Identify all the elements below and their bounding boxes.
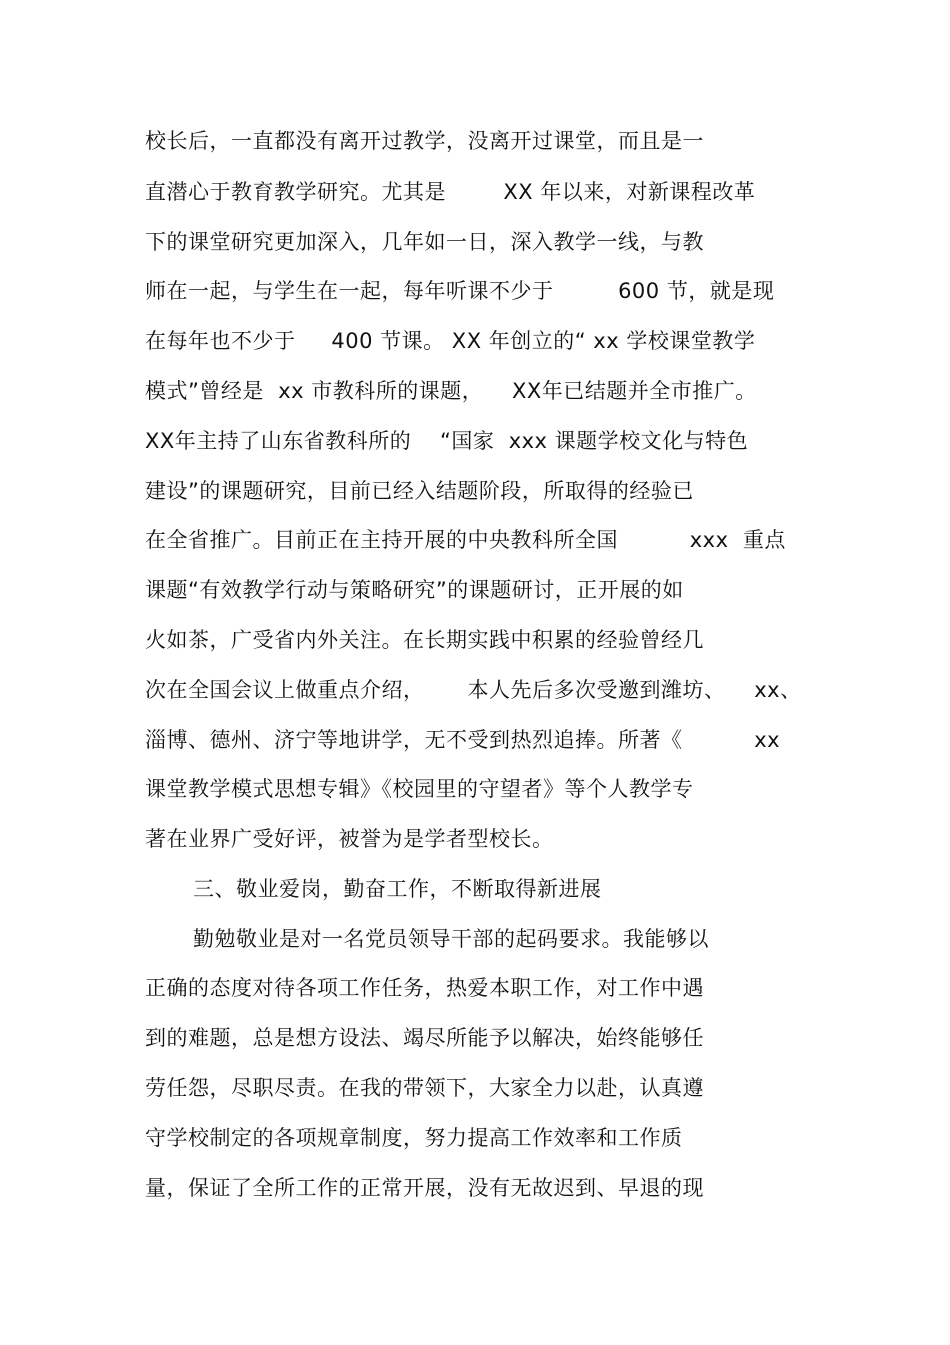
text-line: 正确的态度对待各项工作任务，热爱本职工作，对工作中遇 xyxy=(145,976,704,1000)
text-line: 直潜心于教育教学研究。尤其是 XX 年以来，对新课程改革 xyxy=(145,180,756,204)
text-line: 模式”曾经是 xx 市教科所的课题， XX年已结题并全市推广。 xyxy=(145,379,757,403)
text-line: 课题“有效教学行动与策略研究”的课题研讨，正开展的如 xyxy=(145,578,684,602)
text-line: 到的难题，总是想方设法、竭尽所能予以解决，始终能够任 xyxy=(145,1026,704,1050)
text-line: 劳任怨，尽职尽责。在我的带领下，大家全力以赴，认真遵 xyxy=(145,1076,704,1100)
text-line: 淄博、德州、济宁等地讲学，无不受到热烈追捧。所著《 xx xyxy=(145,728,781,752)
section-heading: 三、敬业爱岗，勤奋工作，不断取得新进展 xyxy=(193,877,602,901)
text-line: 在全省推广。目前正在主持开展的中央教科所全国 xxx 重点 xyxy=(145,528,786,552)
text-line: 勤勉敬业是对一名党员领导干部的起码要求。我能够以 xyxy=(193,927,709,951)
text-line: 守学校制定的各项规章制度，努力提高工作效率和工作质 xyxy=(145,1126,683,1150)
text-line: 量，保证了全所工作的正常开展，没有无故迟到、早退的现 xyxy=(145,1176,704,1200)
text-line: 校长后，一直都没有离开过教学，没离开过课堂，而且是一 xyxy=(145,129,704,153)
text-line: 次在全国会议上做重点介绍， 本人先后多次受邀到潍坊、 xx、 xyxy=(145,678,802,702)
text-line: 师在一起，与学生在一起，每年听课不少于 600 节，就是现 xyxy=(145,279,775,303)
text-line: XX年主持了山东省教科所的 “国家 xxx 课题学校文化与特色 xyxy=(145,429,749,453)
text-line: 建设”的课题研究，目前已经入结题阶段，所取得的经验已 xyxy=(145,479,694,503)
text-line: 下的课堂研究更加深入，几年如一日，深入教学一线，与教 xyxy=(145,230,704,254)
text-line: 课堂教学模式思想专辑》《校园里的守望者》等个人教学专 xyxy=(145,777,694,801)
text-line: 火如茶，广受省内外关注。在长期实践中积累的经验曾经几 xyxy=(145,628,704,652)
text-line: 著在业界广受好评，被誉为是学者型校长。 xyxy=(145,827,554,851)
text-line: 在每年也不少于 400 节课。 XX 年创立的“ xx 学校课堂教学 xyxy=(145,329,756,353)
